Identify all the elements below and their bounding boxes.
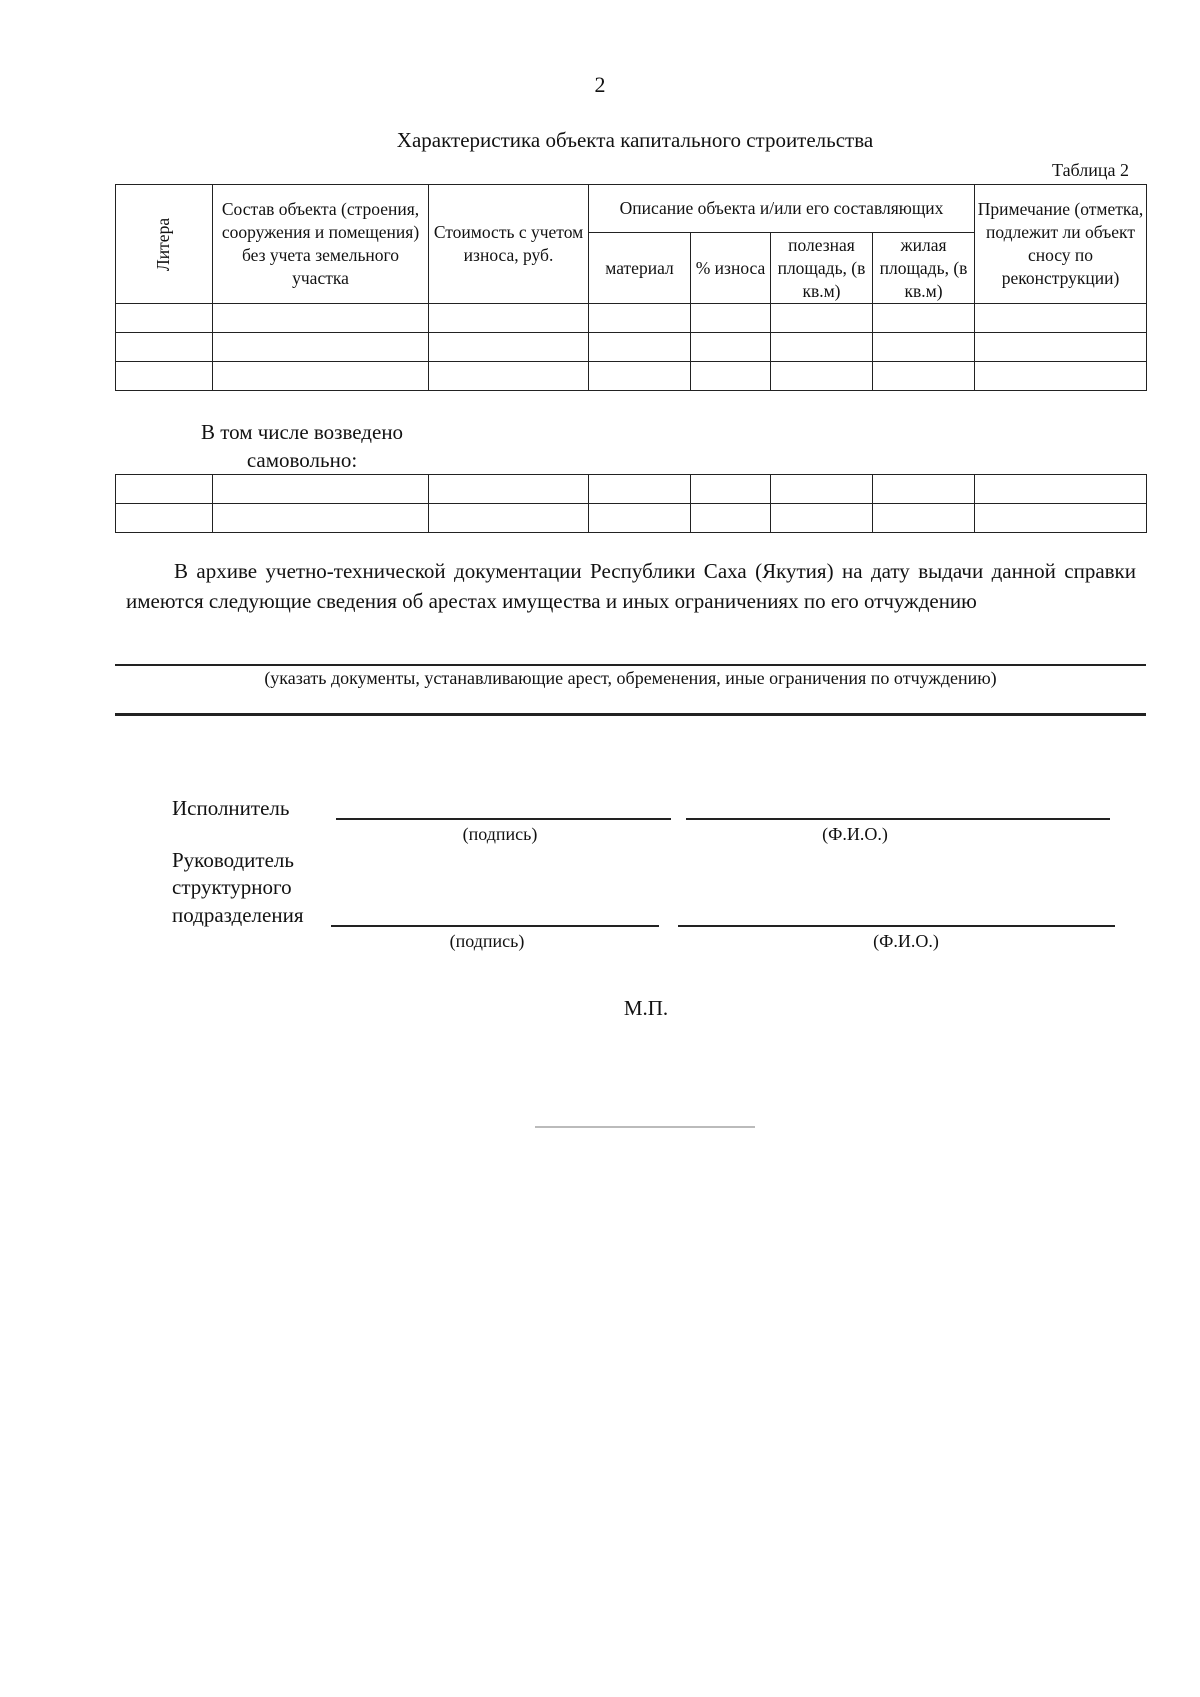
head-label-line3: подразделения xyxy=(172,903,304,927)
head-label-line2: структурного xyxy=(172,875,292,899)
restrictions-fill-line[interactable] xyxy=(115,664,1146,666)
table-cell[interactable] xyxy=(873,333,975,362)
restrictions-hint: (указать документы, устанавливающие арест, обременения, иные ограничения по отчуждению) xyxy=(264,668,997,688)
head-label-line1: Руководитель xyxy=(172,848,294,872)
head-name-caption: (Ф.И.О.) xyxy=(873,931,939,951)
table-cell[interactable] xyxy=(771,304,873,333)
table-cell[interactable] xyxy=(771,504,873,533)
executor-signature-caption: (подпись) xyxy=(462,824,538,844)
table-row xyxy=(116,333,1147,362)
table-cell[interactable] xyxy=(429,304,589,333)
table-cell[interactable] xyxy=(691,504,771,533)
table-row xyxy=(116,504,1147,533)
executor-name-caption: (Ф.И.О.) xyxy=(822,824,888,844)
table-cell[interactable] xyxy=(873,304,975,333)
header-description: Описание объекта и/или его составляющих xyxy=(589,185,975,233)
table-row xyxy=(116,304,1147,333)
table-cell[interactable] xyxy=(589,333,691,362)
table-label: Таблица 2 xyxy=(1052,160,1129,180)
table-cell[interactable] xyxy=(429,362,589,391)
table-cell[interactable] xyxy=(771,333,873,362)
executor-label: Исполнитель xyxy=(172,796,290,820)
table-cell[interactable] xyxy=(771,362,873,391)
table-cell[interactable] xyxy=(771,475,873,504)
head-signature-line[interactable] xyxy=(331,925,659,927)
table-cell[interactable] xyxy=(429,333,589,362)
table-cell[interactable] xyxy=(213,475,429,504)
table-cell[interactable] xyxy=(116,304,213,333)
table-cell[interactable] xyxy=(116,475,213,504)
table-cell[interactable] xyxy=(589,504,691,533)
header-note: Примечание (отметка, подлежит ли объект сносу по реконструкции) xyxy=(975,185,1147,304)
page-number: 2 xyxy=(594,72,606,97)
table-cell[interactable] xyxy=(873,475,975,504)
unauthorized-construction-subtitle: В том числе возведено самовольно: xyxy=(200,420,404,472)
table-cell[interactable] xyxy=(429,475,589,504)
archive-paragraph-text: В архиве учетно-технической документации Республики Саха (Якутия) на дату выдачи данной справки имеются следующие сведения об арестах имущества и иных ограничениях по его отчуждению xyxy=(126,559,1136,613)
table-cell[interactable] xyxy=(691,475,771,504)
restrictions-fill-line-2[interactable] xyxy=(115,713,1146,716)
end-divider xyxy=(535,1126,755,1128)
executor-name-line[interactable] xyxy=(686,818,1110,820)
archive-paragraph xyxy=(126,556,1136,616)
header-material: материал xyxy=(589,233,691,304)
table-cell[interactable] xyxy=(873,362,975,391)
table-cell[interactable] xyxy=(975,333,1147,362)
header-useful-area: полезная площадь, (в кв.м) xyxy=(771,233,873,304)
head-name-line[interactable] xyxy=(678,925,1115,927)
stamp-place: М.П. xyxy=(623,996,669,1020)
header-composition: Состав объекта (строения, сооружения и помещения) без учета земельного участка xyxy=(213,185,429,304)
table-row xyxy=(116,362,1147,391)
table-row xyxy=(116,475,1147,504)
unauthorized-construction-table xyxy=(115,474,1147,533)
table-cell[interactable] xyxy=(213,333,429,362)
table-cell[interactable] xyxy=(589,304,691,333)
table-cell[interactable] xyxy=(213,304,429,333)
table-cell[interactable] xyxy=(975,362,1147,391)
header-litera xyxy=(116,185,213,304)
header-litera-text: Литера xyxy=(153,217,174,271)
table-cell[interactable] xyxy=(873,504,975,533)
document-title: Характеристика объекта капитального строительства xyxy=(396,128,874,152)
header-living-area: жилая площадь, (в кв.м) xyxy=(873,233,975,304)
table-cell[interactable] xyxy=(213,362,429,391)
table-cell[interactable] xyxy=(691,362,771,391)
table-cell[interactable] xyxy=(589,362,691,391)
table-cell[interactable] xyxy=(975,475,1147,504)
table-cell[interactable] xyxy=(116,333,213,362)
table-cell[interactable] xyxy=(429,504,589,533)
table-cell[interactable] xyxy=(691,304,771,333)
table-cell[interactable] xyxy=(116,504,213,533)
object-characteristics-table xyxy=(115,184,1147,391)
table-cell[interactable] xyxy=(589,475,691,504)
table-cell[interactable] xyxy=(116,362,213,391)
header-cost: Стоимость с учетом износа, руб. xyxy=(429,185,589,304)
table-cell[interactable] xyxy=(213,504,429,533)
header-wear: % износа xyxy=(691,233,771,304)
head-signature-caption: (подпись) xyxy=(449,931,525,951)
table-cell[interactable] xyxy=(975,304,1147,333)
table-cell[interactable] xyxy=(691,333,771,362)
table-cell[interactable] xyxy=(975,504,1147,533)
executor-signature-line[interactable] xyxy=(336,818,671,820)
